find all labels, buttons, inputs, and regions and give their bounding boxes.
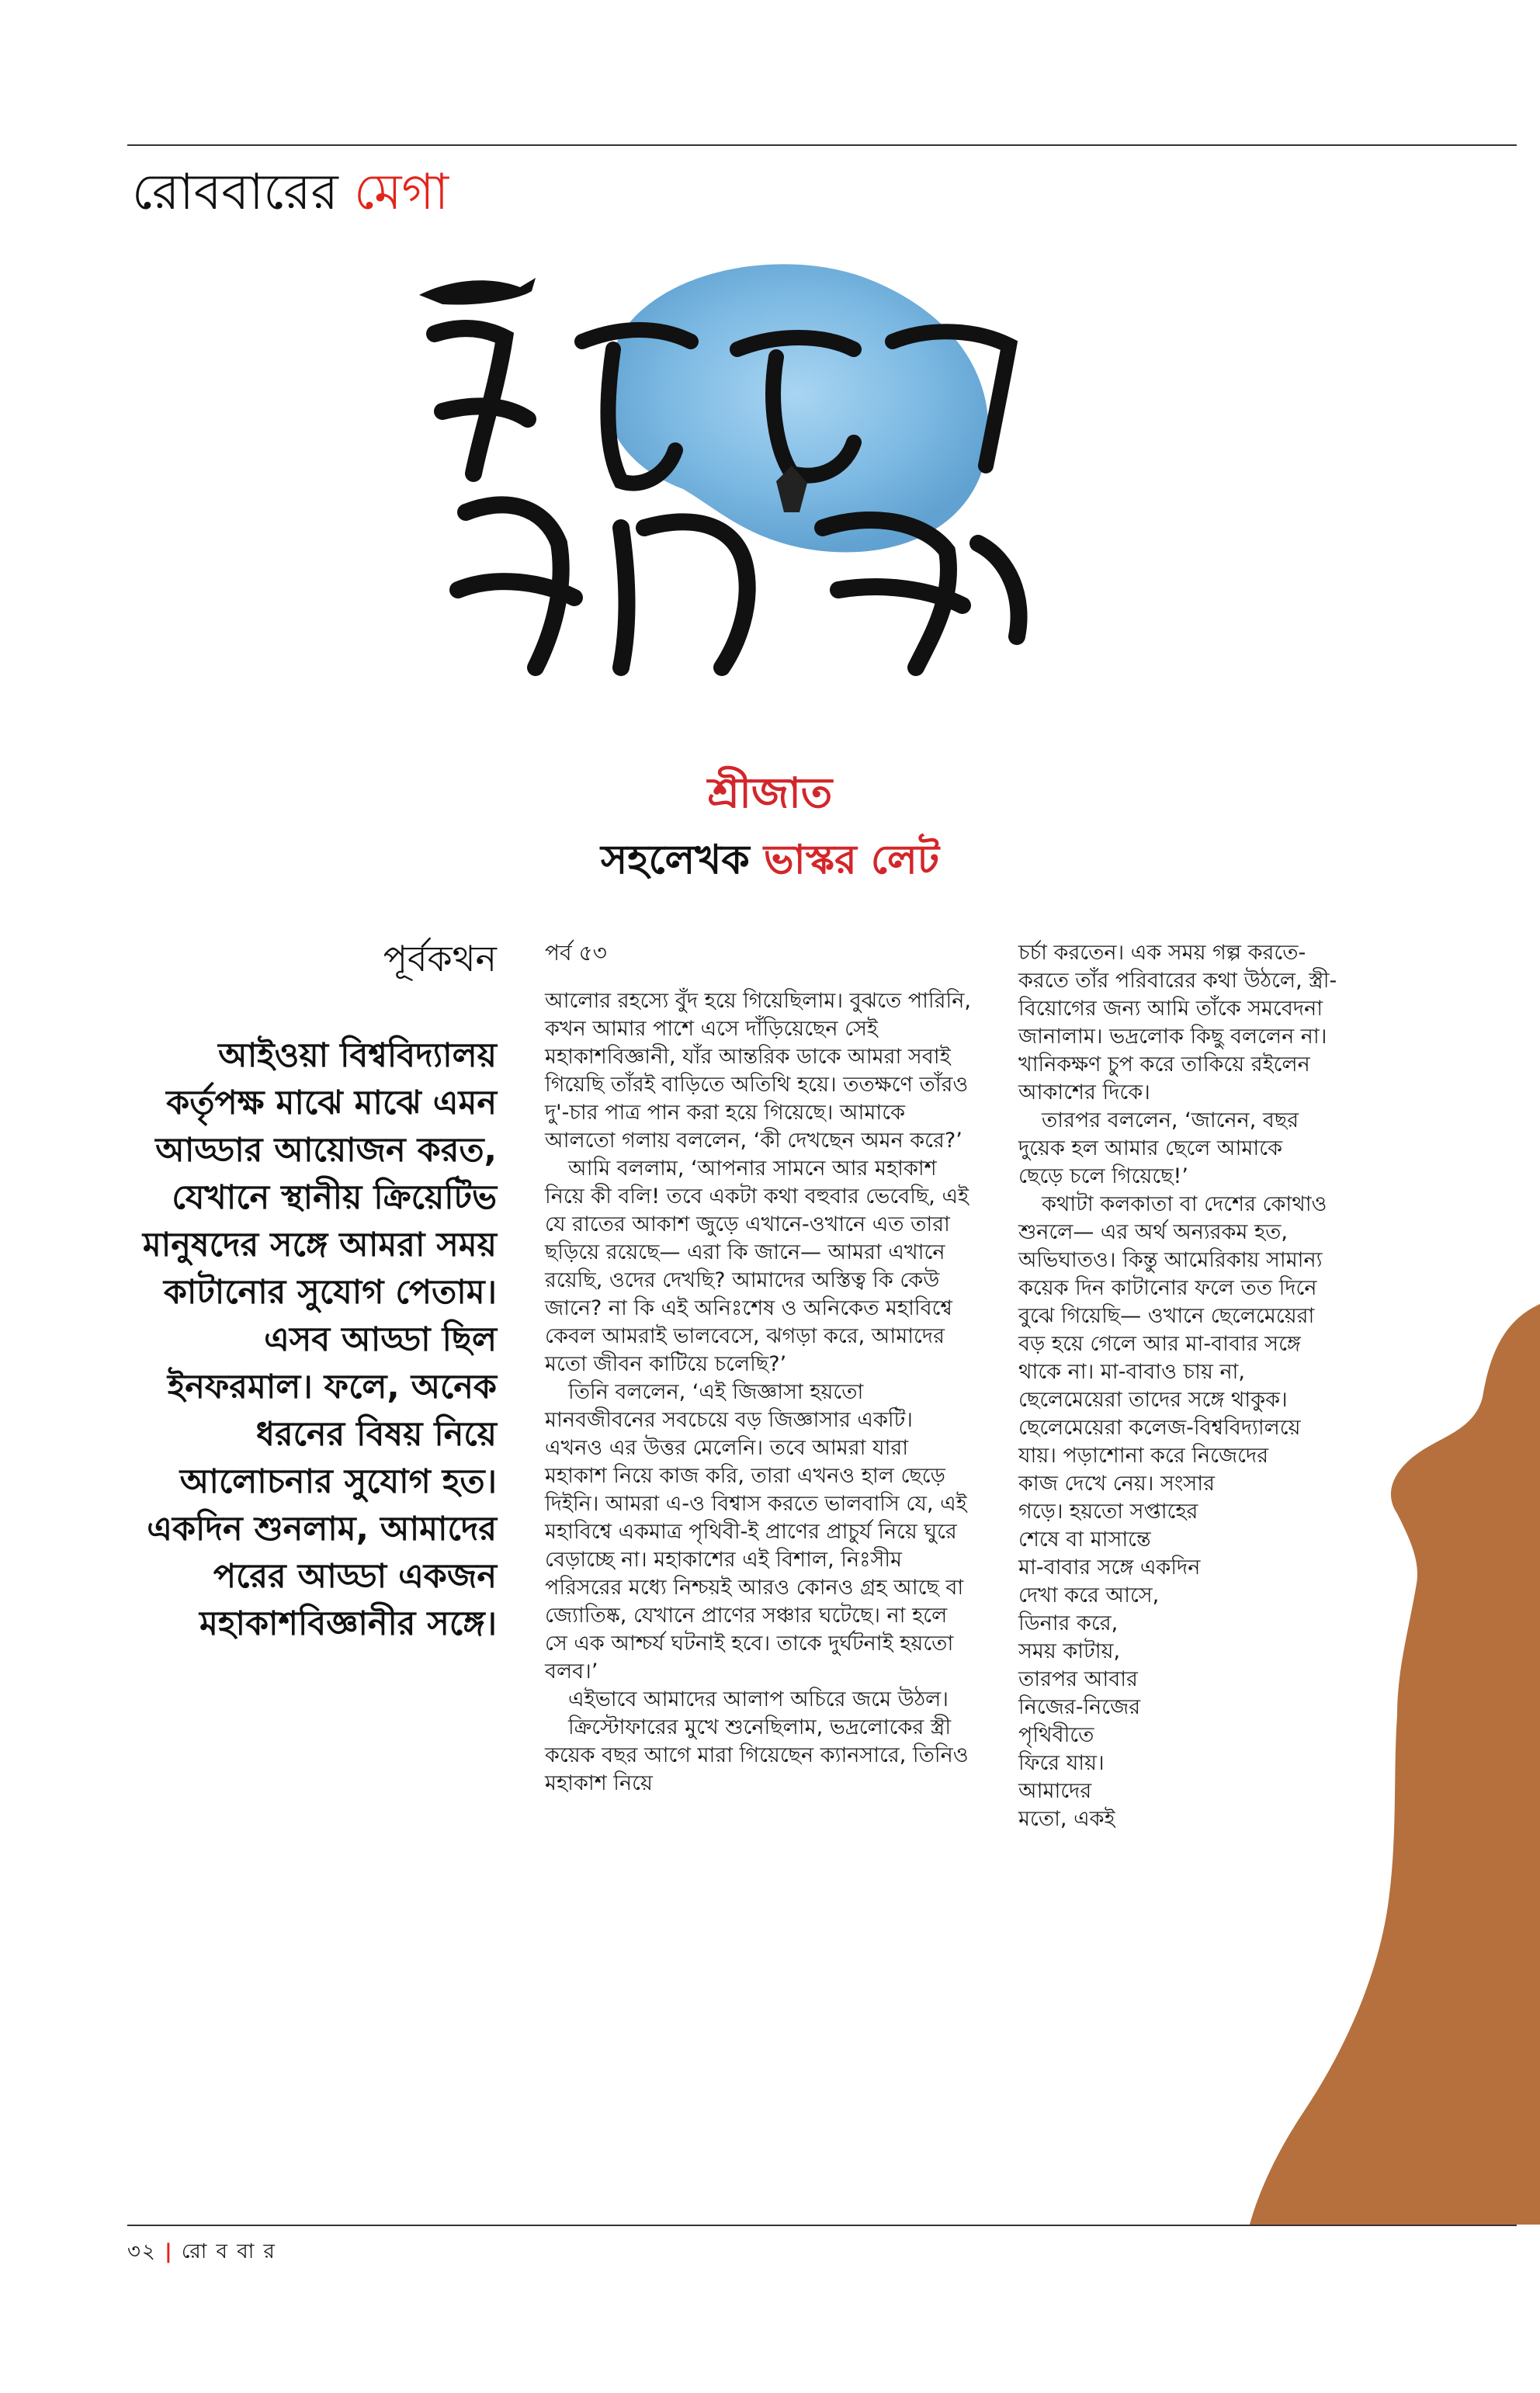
column-line: তারপর আবার — [1018, 1667, 1138, 1691]
footer-divider: | — [165, 2240, 174, 2263]
author-name: শ্রীজাত — [707, 768, 833, 817]
column-line: নিজের-নিজের — [1018, 1695, 1141, 1719]
article-column-2 — [545, 939, 973, 1798]
brush-stroke-1 — [435, 328, 528, 473]
column-line: জানালাম। ভদ্রলোক কিছু বললেন না। — [1018, 1025, 1327, 1049]
page-footer — [127, 2239, 276, 2265]
column-line: ডিনার করে, — [1018, 1611, 1119, 1635]
paragraph: আমি বললাম, ‘আপনার সামনে আর মহাকাশ নিয়ে কী বলি! তবে একটা কথা বহুবার ভেবেছি, এই যে রাতের আকাশ জুড়ে এখানে-ওখানে এত তারা ছড়িয়ে রয়েছে— এরা কি জানে— আমরা এখানে রয়েছি, ওদের দেখছি? আমাদের অস্তিত্ব কি কেউ জানে? না কি এই অনিঃশেষ ও অনিকেত মহাবিশ্বে কেবল আমরাই ভালবেসে, ঝগড়া করে, আমাদের মতো জীবন কাটিয়ে চলেছি?’ — [545, 1157, 969, 1376]
coauthor-line — [0, 835, 1540, 885]
column-line: বড় হয়ে গেলে আর মা-বাবার সঙ্গে — [1018, 1332, 1301, 1356]
column-line: থাকে না। মা-বাবাও চায় না, — [1018, 1360, 1245, 1384]
column-line: দেখা করে আসে, — [1018, 1583, 1160, 1607]
column-line: বিয়োগের জন্য আমি তাঁকে সমবেদনা — [1018, 997, 1323, 1021]
paragraph: তিনি বললেন, ‘এই জিজ্ঞাসা হয়তো মানবজীবনের সবচেয়ে বড় জিজ্ঞাসার একটি। এখনও এর উত্তর মেলেনি। তবে আমরা যারা মহাকাশ নিয়ে কাজ করি, তারা এখনও হাল ছেড়ে দিইনি। আমরা এ-ও বিশ্বাস করতে ভালবাসি যে, এই মহাবিশ্বে একমাত্র পৃথিবী-ই প্রাণের প্রাচুর্য নিয়ে ঘুরে বেড়াচ্ছে না। মহাকাশের এই বিশাল, নিঃসীম পরিসরের মধ্যে নিশ্চয়ই আরও কোনও গ্রহ আছে বা জ্যোতিষ্ক, যেখানে প্রাণের সঞ্চার ঘটেছে। না হলে সে এক আশ্চর্য ঘটনাই হবে। তাকে দুর্ঘটনাই হয়তো বলব।’ — [545, 1380, 967, 1684]
column-line: মা-বাবার সঙ্গে একদিন — [1018, 1555, 1201, 1580]
column-line: শুনলে— এর অর্থ অন্যরকম হত, — [1018, 1220, 1289, 1244]
coauthor-label: সহলেখক — [600, 837, 750, 883]
intro-body: আইওয়া বিশ্ববিদ্যালয় কর্তৃপক্ষ মাঝে মাঝে এমন আড্ডার আয়োজন করত, যেখানে স্থানীয় ক্রিয়েটিভ মানুষদের সঙ্গে আমরা সময় কাটানোর সুযোগ পেতাম। এসব আড্ডা ছিল ইনফরমাল। ফলে, অনেক ধরনের বিষয় নিয়ে আলোচনার সুযোগ হত। একদিন শুনলাম, আমাদের পরের আড্ডা একজন মহাকাশবিজ্ঞানীর সঙ্গে। — [142, 1036, 497, 1643]
column-line: মতো, একই — [1018, 1807, 1115, 1831]
column-line: অভিঘাতও। কিন্তু আমেরিকায় সামান্য — [1018, 1248, 1323, 1272]
magazine-name: রো ব বা র — [181, 2240, 276, 2263]
paragraph: আলোর রহস্যে বুঁদ হয়ে গিয়েছিলাম। বুঝতে পারিনি, কখন আমার পাশে এসে দাঁড়িয়েছেন সেই মহাকাশবিজ্ঞানী, যাঁর আন্তরিক ডাকে আমরা সবাই গিয়েছি তাঁরই বাড়িতে অতিথি হয়ে। ততক্ষণে তাঁরও দু'-চার পাত্র পান করা হয়ে গিয়েছে। আমাকে আলতো গলায় বললেন, ‘কী দেখছেন অমন করে?’ — [545, 989, 971, 1153]
section-highlight: মেগা — [354, 164, 449, 221]
column-line: দুয়েক হল আমার ছেলে আমাকে — [1018, 1136, 1282, 1160]
intro-heading: পূর্বকথন — [383, 938, 497, 980]
paragraph: এইভাবে আমাদের আলাপ অচিরে জমে উঠল। — [568, 1687, 949, 1712]
episode-label: পর্ব ৫৩ — [545, 940, 607, 966]
paragraph: ক্রিস্টোফারের মুখে শুনেছিলাম, ভদ্রলোকের স্ত্রী কয়েক বছর আগে মারা গিয়েছেন ক্যানসারে, তিনিও মহাকাশ নিয়ে — [545, 1715, 969, 1795]
column-line: সময় কাটায়, — [1018, 1639, 1121, 1663]
column-line: বুঝে গিয়েছি— ওখানে ছেলেমেয়েরা — [1018, 1304, 1315, 1328]
title-artwork — [388, 233, 1087, 714]
column-line: ছেলেমেয়েরা তাদের সঙ্গে থাকুক। — [1018, 1388, 1288, 1412]
column-line: কয়েক দিন কাটানোর ফলে তত দিনে — [1018, 1276, 1317, 1300]
column-line: পৃথিবীতে — [1018, 1723, 1094, 1747]
column-line: কথাটা কলকাতা বা দেশের কোথাও — [1042, 1192, 1327, 1216]
bird-icon — [419, 278, 536, 305]
page-number: ৩২ — [127, 2240, 157, 2263]
top-rule — [127, 144, 1517, 146]
column-line: শেষে বা মাসান্তে — [1018, 1528, 1151, 1552]
column-line: আকাশের দিকে। — [1018, 1080, 1150, 1105]
column-line: গড়ে। হয়তো সপ্তাহের — [1018, 1500, 1198, 1524]
column-line: খানিকক্ষণ চুপ করে তাকিয়ে রইলেন — [1018, 1053, 1310, 1077]
column-line: তারপর বললেন, ‘জানেন, বছর — [1042, 1108, 1299, 1132]
brush-stroke-5 — [458, 505, 747, 668]
article-column-3 — [1018, 939, 1445, 1833]
column-line: ছেলেমেয়েরা কলেজ-বিশ্ববিদ্যালয়ে — [1018, 1416, 1301, 1440]
column-line: যায়। পড়াশোনা করে নিজেদের — [1018, 1444, 1269, 1468]
bottom-rule — [127, 2225, 1517, 2226]
column-line: ছেড়ে চলে গিয়েছে!’ — [1018, 1164, 1188, 1188]
column-line: চর্চা করতেন। এক সময় গল্প করতে- — [1018, 941, 1306, 965]
section-prefix: রোববারের — [132, 164, 338, 221]
section-header — [132, 161, 449, 224]
column-line: আমাদের — [1018, 1779, 1092, 1803]
coauthor-name: ভাস্কর লেট — [763, 837, 940, 883]
column-line: করতে তাঁর পরিবারের কথা উঠলে, স্ত্রী- — [1018, 969, 1337, 993]
column-line: ফিরে যায়। — [1018, 1751, 1105, 1775]
column-line: কাজ দেখে নেয়। সংসার — [1018, 1472, 1215, 1496]
